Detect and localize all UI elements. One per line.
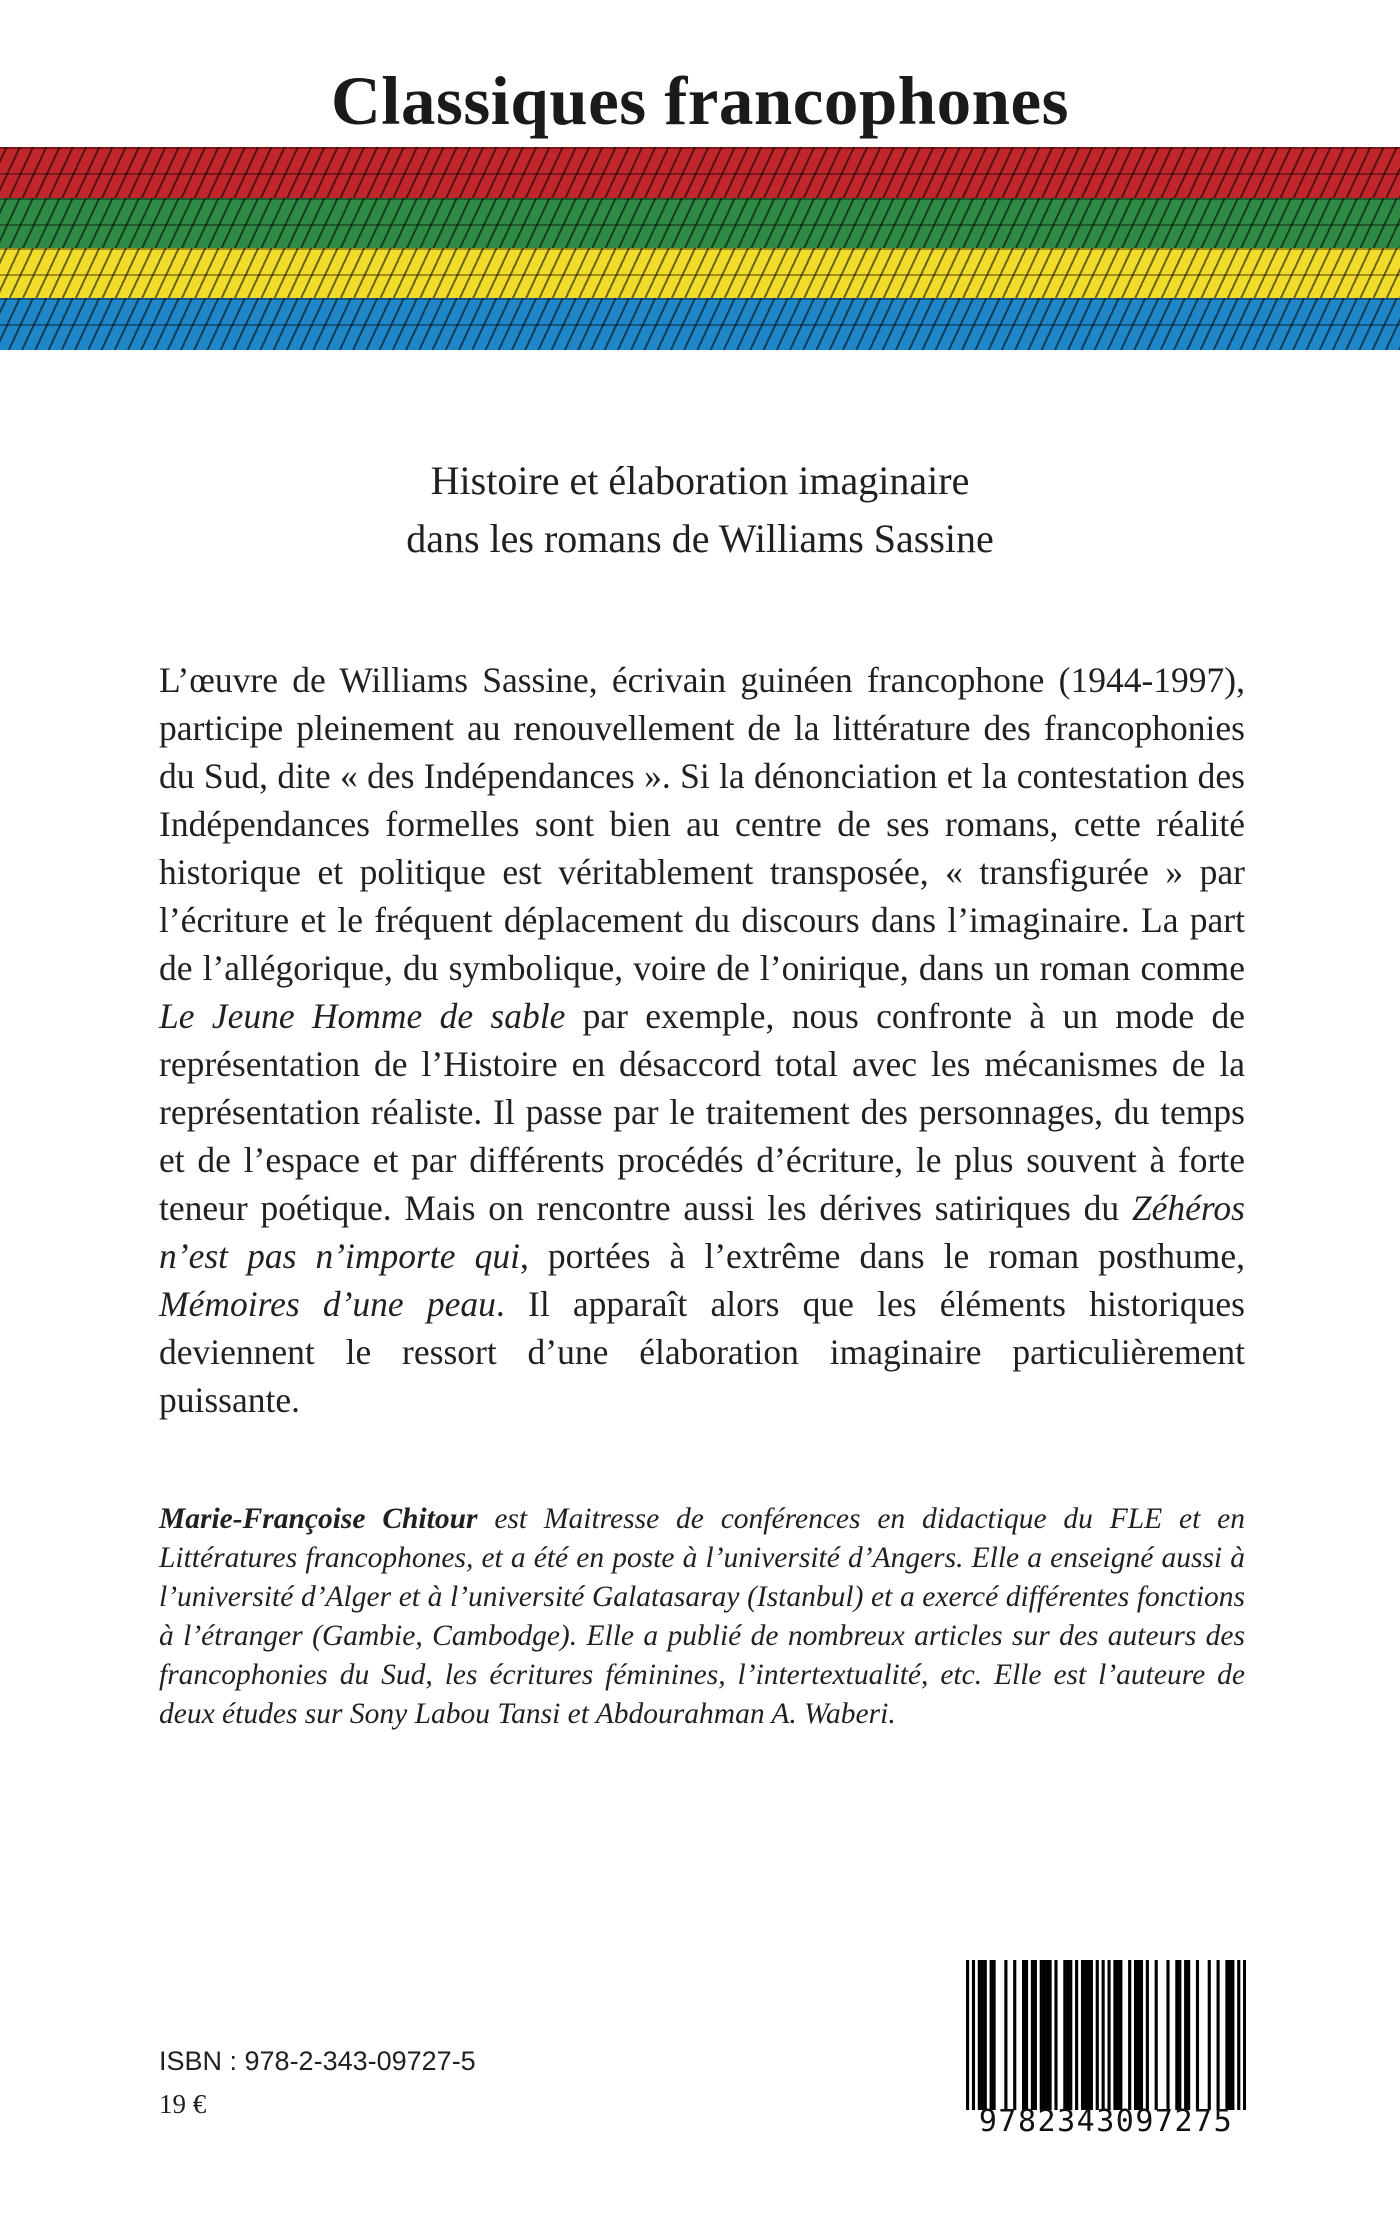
barcode-bar [1237, 1960, 1240, 2110]
book-title [0, 452, 1400, 568]
yellow-stripe [0, 248, 1400, 300]
blue-stripe [0, 298, 1400, 350]
barcode-bar [972, 1960, 975, 2110]
barcode-bar [1049, 1960, 1052, 2110]
barcode-bar [1155, 1960, 1158, 2110]
barcode-bar [993, 1960, 996, 2110]
barcode-bar [1208, 1960, 1211, 2110]
barcode-bar [1116, 1960, 1119, 2110]
summary-text [159, 656, 1245, 1424]
book-title-line-2: dans les romans de Williams Sassine [406, 516, 994, 561]
barcode-bar [984, 1960, 987, 2110]
author-bio-text: est Maitresse de conférences en didactique du FLE et en Littératures francophones, et a été en poste à l’université d’Angers. Elle a enseigné aussi à l’université d’Alger et à l’université Galatasaray (Istanbul) et a exercé différentes fonctions à l’étranger (Gambie, Cambodge). Elle a publié de nombreux articles sur des auteurs des francophonies du Sud, les écritures féminines, l’intertextualité, etc. Elle est l’auteure de deux études sur Sony Labou Tansi et Abdourahman A. Waberi. [159, 1503, 1245, 1730]
color-stripe-band [0, 147, 1400, 350]
barcode-bar [1069, 1960, 1072, 2110]
barcode-bar [1087, 1960, 1090, 2110]
barcode-bar [1096, 1960, 1099, 2110]
barcode-bar [1128, 1960, 1131, 2110]
barcode-bar [1102, 1960, 1105, 2110]
barcode-bar [1046, 1960, 1049, 2110]
barcode-bar [1013, 1960, 1016, 2110]
barcode-bar [1119, 1960, 1122, 2110]
barcode-bar [1134, 1960, 1137, 2110]
barcode-bar [1225, 1960, 1228, 2110]
barcode-bar [1187, 1960, 1190, 2110]
series-title: Classiques francophones [330, 63, 1070, 139]
summary-part-3: , portées à l’extrême dans le roman posthume, [519, 1236, 1245, 1276]
author-bio [159, 1500, 1245, 1734]
author-bio-paragraph [159, 1500, 1245, 1734]
barcode-bar [1066, 1960, 1069, 2110]
barcode-bar [1137, 1960, 1140, 2110]
barcode-bar [1063, 1960, 1066, 2110]
green-stripe [0, 198, 1400, 250]
barcode-bar [1217, 1960, 1220, 2110]
barcode-bar [1175, 1960, 1178, 2110]
barcode-bar [1140, 1960, 1143, 2110]
author-name: Marie-Françoise Chitour [159, 1503, 478, 1535]
barcode-bar [1084, 1960, 1087, 2110]
isbn: ISBN : 978-2-343-09727-5 [159, 2046, 476, 2076]
summary-part-1: L’œuvre de Williams Sassine, écrivain guinéen francophone (1944-1997), participe pleinement au renouvellement de la littérature des francophonies du Sud, dite « des Indépendances ». Si la dénonciation et la contestation des Indépendances formelles sont bien au centre de ses romans, cette réalité historique et politique est véritablement transposée, « transfigurée » par l’écriture et le fréquent déplacement du discours dans l’imaginaire. La part de l’allégorique, du symbolique, voire de l’onirique, dans un roman comme [159, 660, 1245, 988]
barcode-bar [1075, 1960, 1078, 2110]
summary-italic-title-3: Mémoires d’une peau [159, 1284, 496, 1324]
barcode-bar [1040, 1960, 1043, 2110]
barcode-bar [1107, 1960, 1110, 2110]
barcode-bar [1243, 1960, 1246, 2110]
summary-italic-title-2: Zéhéros n’est pas n’importe qui [159, 1188, 1245, 1276]
barcode-bar [981, 1960, 984, 2110]
barcode-bar [1081, 1960, 1084, 2110]
barcode-bar [1025, 1960, 1028, 2110]
barcode-bar [990, 1960, 993, 2110]
barcode-bar [1184, 1960, 1187, 2110]
barcode-bar [1178, 1960, 1181, 2110]
barcode-bars [966, 1960, 1246, 2110]
barcode-bar [1166, 1960, 1169, 2110]
barcode-bar [1231, 1960, 1234, 2110]
summary-part-4: . Il apparaît alors que les éléments historiques deviennent le ressort d’une élaboration imaginaire particulièrement puissante. [159, 1284, 1245, 1420]
price: 19 € [159, 2089, 207, 2119]
barcode-bar [1043, 1960, 1046, 2110]
barcode-bar [1004, 1960, 1007, 2110]
barcode-bar [1228, 1960, 1231, 2110]
barcode-bar [1034, 1960, 1037, 2110]
barcode-bar [1090, 1960, 1093, 2110]
barcode-bar [978, 1960, 981, 2110]
summary-italic-title-1: Le Jeune Homme de sable [159, 996, 566, 1036]
barcode-bar [1031, 1960, 1034, 2110]
barcode-bar [1196, 1960, 1199, 2110]
barcode-bar [1022, 1960, 1025, 2110]
barcode [966, 1960, 1246, 2150]
book-title-line-1: Histoire et élaboration imaginaire [430, 458, 970, 503]
barcode-bar [1054, 1960, 1057, 2110]
summary-part-2: par exemple, nous confronte à un mode de représentation de l’Histoire en désaccord total avec les mécanismes de la représentation réaliste. Il passe par le traitement des personnages, du temps et de l’espace et par différents procédés d’écriture, le plus souvent à forte teneur poétique. Mais on rencontre aussi les dérives satiriques du [159, 996, 1245, 1228]
barcode-bar [966, 1960, 969, 2110]
red-stripe [0, 147, 1400, 199]
barcode-bar [1146, 1960, 1149, 2110]
barcode-number: 9782343097275 [978, 2104, 1234, 2139]
barcode-bar [1113, 1960, 1116, 2110]
summary-paragraph [159, 656, 1245, 1424]
